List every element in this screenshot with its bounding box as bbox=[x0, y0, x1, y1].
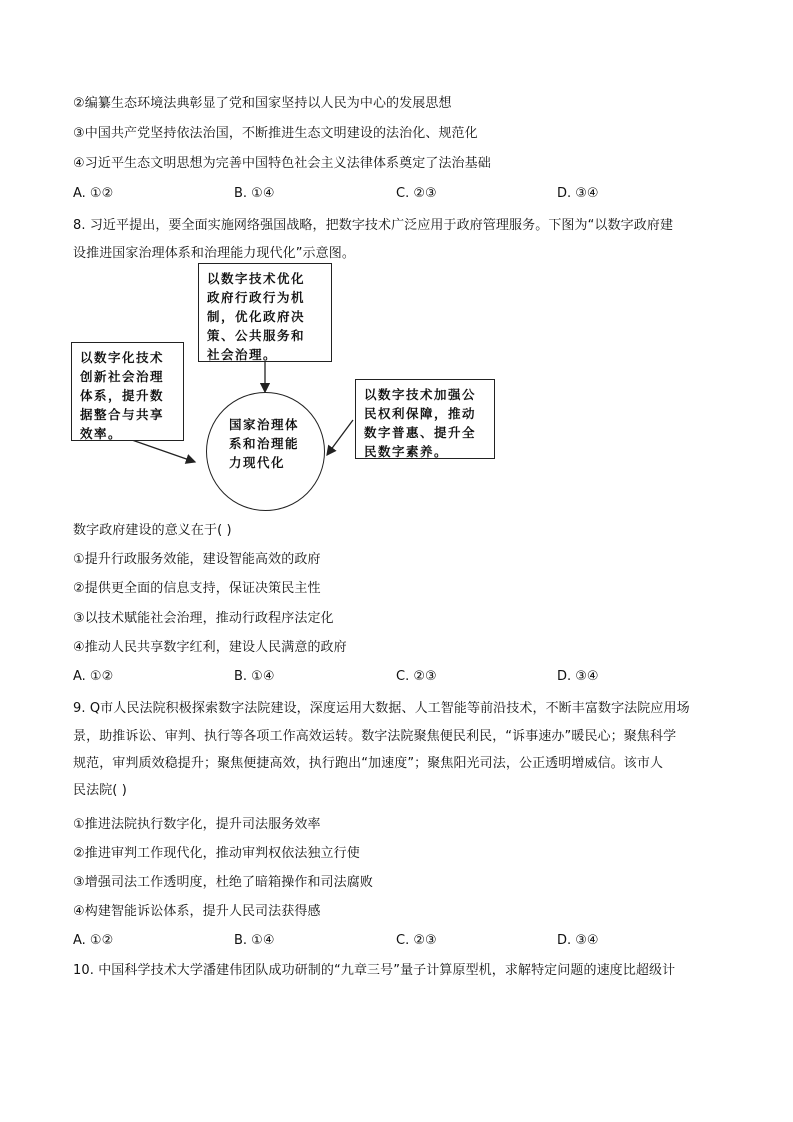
q9-item-3: ③增强司法工作透明度，杜绝了暗箱操作和司法腐败 bbox=[73, 875, 373, 890]
left-box: 以数字化技术 创新社会治理 体系，提升数 据整合与共享 效率。 bbox=[71, 342, 184, 441]
q8-option-c[interactable]: C. ②③ bbox=[396, 669, 437, 684]
q10-stem-line-1: 10. 中国科学技术大学潘建伟团队成功研制的“九章三号”量子计算原型机，求解特定问题的速度比超级计 bbox=[73, 963, 676, 978]
q9-option-b[interactable]: B. ①④ bbox=[234, 933, 275, 948]
q7-item-4: ④习近平生态文明思想为完善中国特色社会主义法律体系奠定了法治基础 bbox=[73, 156, 491, 171]
q8-item-4: ④推动人民共享数字红利，建设人民满意的政府 bbox=[73, 640, 347, 655]
arrow-left-to-center bbox=[132, 440, 195, 462]
q9-stem-line-2: 景，助推诉讼、审判、执行等各项工作高效运转。数字法院聚焦便民利民，“诉事速办”暖民心；聚焦科学 bbox=[73, 729, 677, 744]
q9-option-d[interactable]: D. ③④ bbox=[557, 933, 599, 948]
center-circle: 国家治理体 系和治理能 力现代化 bbox=[206, 392, 325, 511]
q9-stem-line-1: 9. Q市人民法院积极探索数字法院建设，深度运用大数据、人工智能等前沿技术，不断丰富数字法院应用场 bbox=[73, 701, 690, 716]
q9-option-c[interactable]: C. ②③ bbox=[396, 933, 437, 948]
q7-option-a[interactable]: A. ①② bbox=[73, 186, 114, 201]
q8-option-a[interactable]: A. ①② bbox=[73, 669, 114, 684]
q7-item-3: ③中国共产党坚持依法治国，不断推进生态文明建设的法治化、规范化 bbox=[73, 126, 478, 141]
q8-stem-line-2: 设推进国家治理体系和治理能力现代化”示意图。 bbox=[73, 246, 355, 261]
q8-question: 数字政府建设的意义在于( ) bbox=[73, 523, 232, 538]
q9-option-a[interactable]: A. ①② bbox=[73, 933, 114, 948]
q8-item-2: ②提供更全面的信息支持，保证决策民主性 bbox=[73, 581, 321, 596]
q8-stem-line-1: 8. 习近平提出，要全面实施网络强国战略，把数字技术广泛应用于政府管理服务。下图为“以数字政府建 bbox=[73, 218, 674, 233]
top-box: 以数字技术优化 政府行政行为机 制，优化政府决 策、公共服务和 社会治理。 bbox=[198, 263, 332, 362]
q8-option-d[interactable]: D. ③④ bbox=[557, 669, 599, 684]
q9-item-4: ④构建智能诉讼体系，提升人民司法获得感 bbox=[73, 904, 321, 919]
q8-option-b[interactable]: B. ①④ bbox=[234, 669, 275, 684]
q9-stem-line-3: 规范，审判质效稳提升；聚焦便捷高效，执行跑出“加速度”；聚焦阳光司法，公正透明增威信。该市人 bbox=[73, 756, 664, 771]
q7-option-b[interactable]: B. ①④ bbox=[234, 186, 275, 201]
arrow-right-to-center bbox=[327, 420, 353, 455]
q7-option-d[interactable]: D. ③④ bbox=[557, 186, 599, 201]
q9-stem-line-4: 民法院( ) bbox=[73, 783, 127, 798]
q7-item-2: ②编纂生态环境法典彰显了党和国家坚持以人民为中心的发展思想 bbox=[73, 96, 452, 111]
q7-option-c[interactable]: C. ②③ bbox=[396, 186, 437, 201]
q8-item-3: ③以技术赋能社会治理，推动行政程序法定化 bbox=[73, 611, 334, 626]
right-box: 以数字技术加强公 民权利保障，推动 数字普惠、提升全 民数字素养。 bbox=[355, 379, 495, 459]
q9-item-1: ①推进法院执行数字化，提升司法服务效率 bbox=[73, 817, 321, 832]
q9-item-2: ②推进审判工作现代化，推动审判权依法独立行使 bbox=[73, 846, 360, 861]
q8-item-1: ①提升行政服务效能，建设智能高效的政府 bbox=[73, 552, 321, 567]
